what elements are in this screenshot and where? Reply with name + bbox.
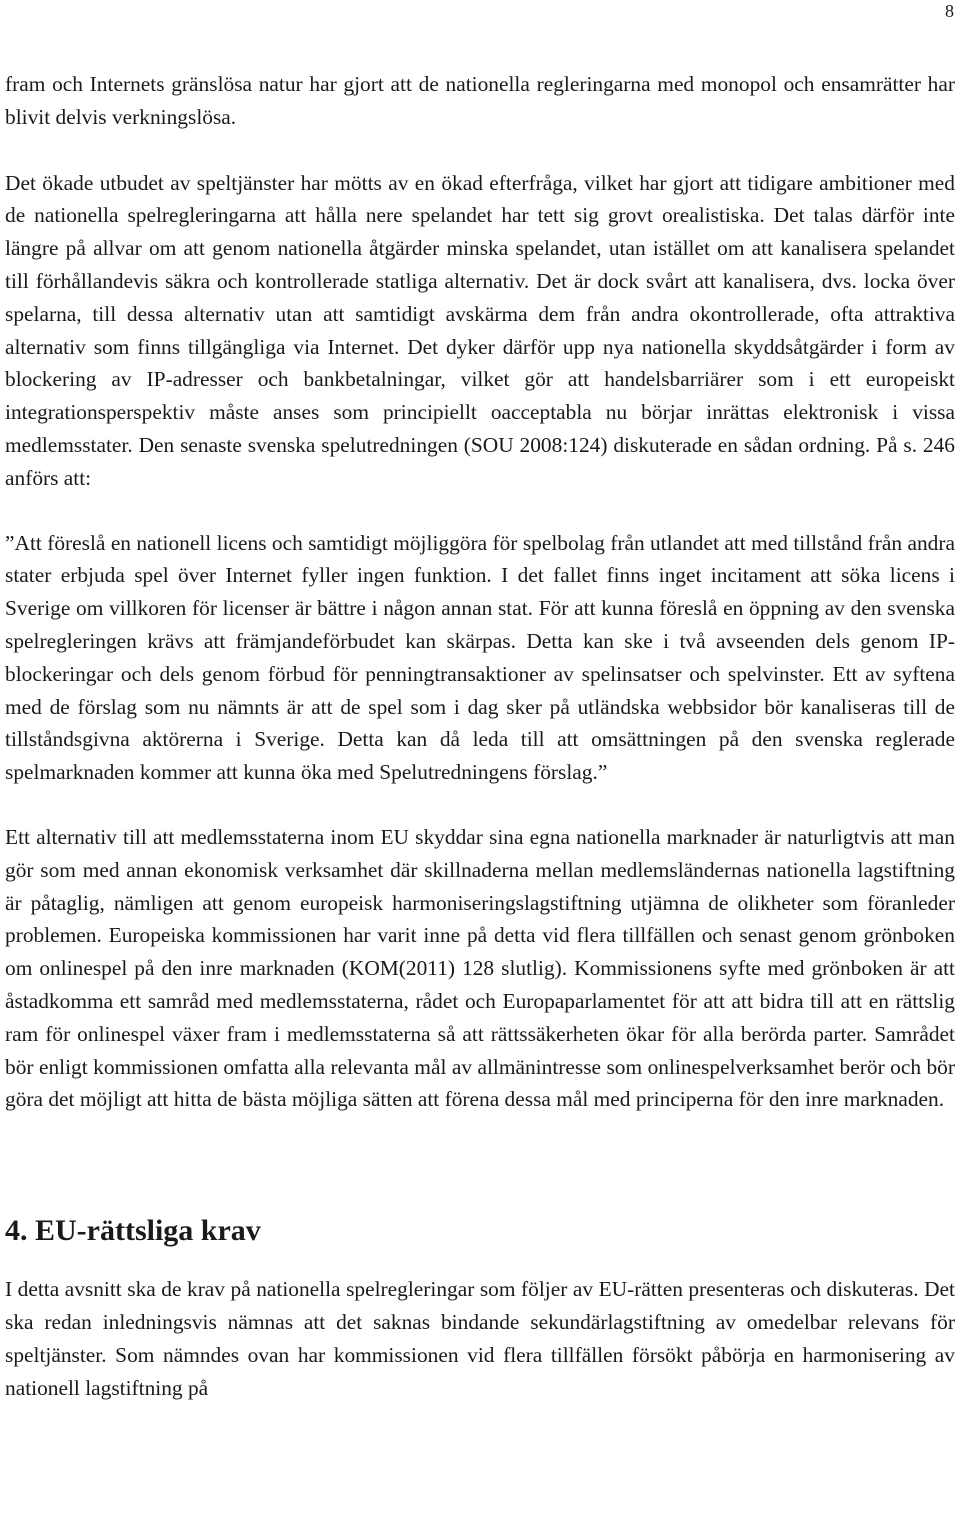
paragraph-section-intro: I detta avsnitt ska de krav på nationella spelregleringar som följer av EU-rätten presenteras och diskuteras. Det ska redan inledningsvis nämnas att det saknas bindande sekundärlagstiftning av omedelbar relevans för speltjänster. Som nämndes ovan har kommissionen vid flera tillfällen försökt påbörja en harmonisering av nationell lagstiftning på	[5, 1277, 955, 1400]
section-heading: 4. EU-rättsliga krav	[5, 1214, 261, 1248]
paragraph-eu-harmonisering: Ett alternativ till att medlemsstaterna inom EU skyddar sina egna nationella marknader är naturligtvis att man gör som med annan ekonomisk verksamhet där skillnaderna mellan medlemsländernas nationella lagstiftning är påtaglig, nämligen att genom europeisk harmoniseringslagstiftning utjämna de olikheter som föranleder problemen. Europeiska kommissionen har varit inne på detta vid flera tillfällen och senast genom grönboken om onlinespel på den inre marknaden (KOM(2011) 128 slutlig). Kommissionens syfte med grönboken är att åstadkomma ett samråd med medlemsstaterna, rådet och Europaparlamentet för att att bidra till att en rättslig ram för onlinespel växer fram i medlemsstaterna så att rättssäkerheten ökar för alla berörda parter. Samrådet bör enligt kommissionen omfatta alla relevanta mål av allmänintresse som onlinespelverksamhet berör och bör göra det möjligt att hitta de bästa möjliga sätten att förena dessa mål med principerna för den inre marknaden.	[5, 824, 955, 1112]
page-number: 8	[945, 1, 954, 21]
paragraph-speltjanster: Det ökade utbudet av speltjänster har mötts av en ökad efterfråga, vilket har gjort att tidigare ambitioner med de nationella spelregleringarna att hålla nere spelandet har tett sig grovt orealistiska. Det talas därför inte längre på allvar om att genom nationella åtgärder minska spelandet, utan istället om att kanalisera spelandet till förhållandevis säkra och kontrollerade statliga alternativ. Det är dock svårt att kanalisera, dvs. locka över spelarna, till dessa alternativ utan att samtidigt avskärma dem från andra okontrollerade, ofta attraktiva alternativ som finns tillgängliga via Internet. Det dyker därför upp nya nationella skyddsåtgärder i form av blockering av IP-adresser och bankbetalningar, vilket gör att handelsbarriärer som i ett europeiskt integrationsperspektiv måste anses som principiellt oacceptabla nu börjar inrättas elektronisk i vissa medlemsstater. Den senaste svenska spelutredningen (SOU 2008:124) diskuterade en sådan ordning. På s. 246 anförs att:	[5, 170, 955, 490]
block-quote-sou: ”Att föreslå en nationell licens och samtidigt möjliggöra för spelbolag från utlandet att med tillstånd från andra stater erbjuda spel över Internet fyller ingen funktion. I det fallet finns inget incitament att söka licens i Sverige om villkoren för licenser är bättre i någon annan stat. För att kunna föreslå en öppning av den svenska spelregleringen krävs att främjandeförbudet kan skärpas. Detta kan ske i två avseenden dels genom IP-blockeringar och dels genom förbud för penningtransaktioner av spelinsatser och spelvinster. Ett av syftena med de förslag som nu nämnts är att de spel som i dag sker på utländska webbsidor bör kanaliseras till de tillståndsgivna aktörerna i Sverige. Detta kan då leda till att omsättningen på den svenska reglerade spelmarknaden kommer att kunna öka med Spelutredningens förslag.”	[5, 530, 955, 785]
paragraph-intro-continuation: fram och Internets gränslösa natur har gjort att de nationella regleringarna med monopol och ensamrätter har blivit delvis verkningslösa.	[5, 72, 955, 129]
document-body	[5, 68, 955, 1404]
